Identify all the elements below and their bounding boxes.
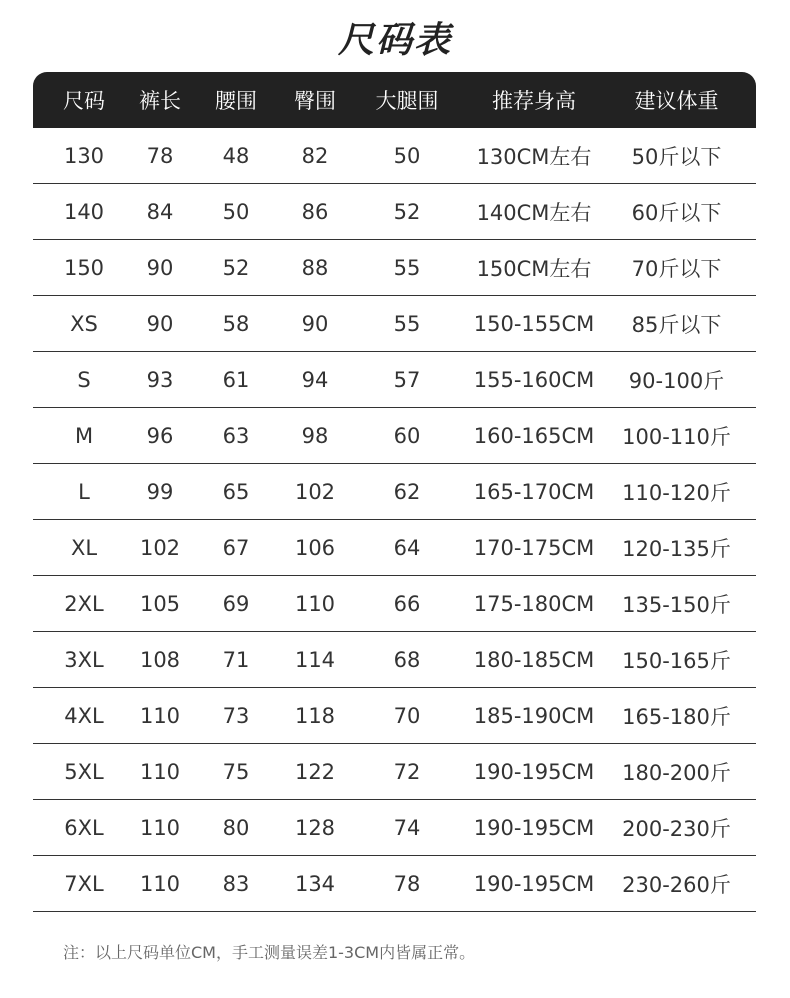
table-row xyxy=(33,688,756,744)
table-row xyxy=(33,352,756,408)
table-cell: 58 xyxy=(222,311,250,336)
table-cell: 70 xyxy=(393,703,421,728)
table-cell: 175-180CM xyxy=(473,591,595,616)
table-row xyxy=(33,520,756,576)
table-cell: M xyxy=(74,423,94,448)
table-cell: 190-195CM xyxy=(473,871,595,896)
table-cell: 190-195CM xyxy=(473,759,595,784)
table-cell: 62 xyxy=(393,479,421,504)
table-cell: 105 xyxy=(139,591,181,616)
page-title: 尺码表 xyxy=(337,20,452,61)
table-cell: 94 xyxy=(301,367,329,392)
table-cell: 85斤以下 xyxy=(631,312,722,337)
table-cell: 122 xyxy=(294,759,336,784)
table-row xyxy=(33,576,756,632)
table-cell: 50 xyxy=(393,143,421,168)
table-cell: 66 xyxy=(393,591,421,616)
header-cell: 尺码 xyxy=(63,89,105,113)
table-cell: 90 xyxy=(146,255,174,280)
table-cell: 83 xyxy=(222,871,250,896)
table-cell: 150-155CM xyxy=(473,311,595,336)
table-cell: 200-230斤 xyxy=(622,816,731,841)
table-cell: 135-150斤 xyxy=(622,592,731,617)
table-cell: 71 xyxy=(222,647,250,672)
table-cell: 60 xyxy=(393,423,421,448)
table-cell: 180-200斤 xyxy=(622,760,731,785)
table-cell: S xyxy=(77,367,91,392)
table-row xyxy=(33,128,756,184)
table-cell: 185-190CM xyxy=(473,703,595,728)
table-cell: 52 xyxy=(393,199,421,224)
table-cell: 114 xyxy=(294,647,336,672)
table-cell: 74 xyxy=(393,815,421,840)
table-cell: 102 xyxy=(139,535,181,560)
table-cell: 155-160CM xyxy=(473,367,595,392)
table-row xyxy=(33,408,756,464)
table-cell: 134 xyxy=(294,871,336,896)
table-cell: 110 xyxy=(294,591,336,616)
table-row xyxy=(33,744,756,800)
table-cell: 68 xyxy=(393,647,421,672)
table-cell: 110 xyxy=(139,871,181,896)
table-cell: 108 xyxy=(139,647,181,672)
table-cell: 57 xyxy=(393,367,421,392)
header-cell: 臀围 xyxy=(294,89,336,113)
table-cell: 55 xyxy=(393,311,421,336)
table-cell: 150-165斤 xyxy=(622,648,731,673)
table-cell: 140 xyxy=(63,199,105,224)
table-cell: 52 xyxy=(222,255,250,280)
table-cell: 55 xyxy=(393,255,421,280)
table-cell: 160-165CM xyxy=(473,423,595,448)
table-cell: 130CM左右 xyxy=(476,144,592,169)
table-cell: 2XL xyxy=(64,591,104,616)
header-cell: 腰围 xyxy=(215,89,257,113)
table-cell: 75 xyxy=(222,759,250,784)
table-cell: 165-170CM xyxy=(473,479,595,504)
table-cell: 78 xyxy=(146,143,174,168)
table-header xyxy=(33,72,756,128)
table-row xyxy=(33,296,756,352)
table-cell: 106 xyxy=(294,535,336,560)
table-cell: 64 xyxy=(393,535,421,560)
table-cell: 102 xyxy=(294,479,336,504)
table-cell: 5XL xyxy=(64,759,104,784)
table-cell: 128 xyxy=(294,815,336,840)
table-cell: 50斤以下 xyxy=(631,144,722,169)
table-cell: 69 xyxy=(222,591,250,616)
table-cell: 80 xyxy=(222,815,250,840)
table-cell: 110 xyxy=(139,703,181,728)
table-cell: 180-185CM xyxy=(473,647,595,672)
table-cell: 73 xyxy=(222,703,250,728)
table-cell: 63 xyxy=(222,423,250,448)
table-body xyxy=(33,128,756,912)
table-row xyxy=(33,800,756,856)
table-cell: 110 xyxy=(139,815,181,840)
table-cell: 90 xyxy=(301,311,329,336)
table-cell: 60斤以下 xyxy=(631,200,722,225)
table-row xyxy=(33,632,756,688)
table-cell: 100-110斤 xyxy=(622,424,731,449)
table-cell: 88 xyxy=(301,255,329,280)
table-cell: 70斤以下 xyxy=(631,256,722,281)
table-cell: 170-175CM xyxy=(473,535,595,560)
header-cell: 建议体重 xyxy=(634,89,719,113)
table-cell: 86 xyxy=(301,199,329,224)
table-cell: 140CM左右 xyxy=(476,200,592,225)
table-row xyxy=(33,184,756,240)
header-cell: 大腿围 xyxy=(375,89,439,113)
table-cell: 3XL xyxy=(64,647,104,672)
table-cell: 90 xyxy=(146,311,174,336)
table-cell: 150CM左右 xyxy=(476,256,592,281)
table-cell: 130 xyxy=(63,143,105,168)
table-cell: 165-180斤 xyxy=(622,704,731,729)
table-row xyxy=(33,464,756,520)
table-cell: 84 xyxy=(146,199,174,224)
table-cell: 110 xyxy=(139,759,181,784)
table-cell: 190-195CM xyxy=(473,815,595,840)
table-cell: XS xyxy=(70,311,98,336)
table-cell: 120-135斤 xyxy=(622,536,731,561)
table-cell: 96 xyxy=(146,423,174,448)
table-cell: 67 xyxy=(222,535,250,560)
table-row xyxy=(33,240,756,296)
table-cell: 230-260斤 xyxy=(622,872,731,897)
table-cell: 118 xyxy=(294,703,336,728)
measurement-note: 注：以上尺码单位CM，手工测量误差1-3CM内皆属正常。 xyxy=(63,943,476,962)
table-cell: 50 xyxy=(222,199,250,224)
table-cell: 78 xyxy=(393,871,421,896)
table-cell: 7XL xyxy=(64,871,104,896)
table-cell: 6XL xyxy=(64,815,104,840)
table-cell: 72 xyxy=(393,759,421,784)
size-table xyxy=(33,72,756,912)
table-cell: 99 xyxy=(146,479,174,504)
table-cell: 93 xyxy=(146,367,174,392)
table-cell: 4XL xyxy=(64,703,104,728)
table-cell: 150 xyxy=(63,255,105,280)
table-cell: 48 xyxy=(222,143,250,168)
table-cell: 65 xyxy=(222,479,250,504)
table-row xyxy=(33,856,756,912)
table-cell: XL xyxy=(70,535,98,560)
table-cell: 61 xyxy=(222,367,250,392)
table-cell: 110-120斤 xyxy=(622,480,731,505)
table-cell: 82 xyxy=(301,143,329,168)
header-cell: 推荐身高 xyxy=(492,89,576,113)
table-cell: L xyxy=(78,479,90,504)
table-cell: 90-100斤 xyxy=(628,368,725,393)
header-cell: 裤长 xyxy=(139,89,181,113)
table-cell: 98 xyxy=(301,423,329,448)
